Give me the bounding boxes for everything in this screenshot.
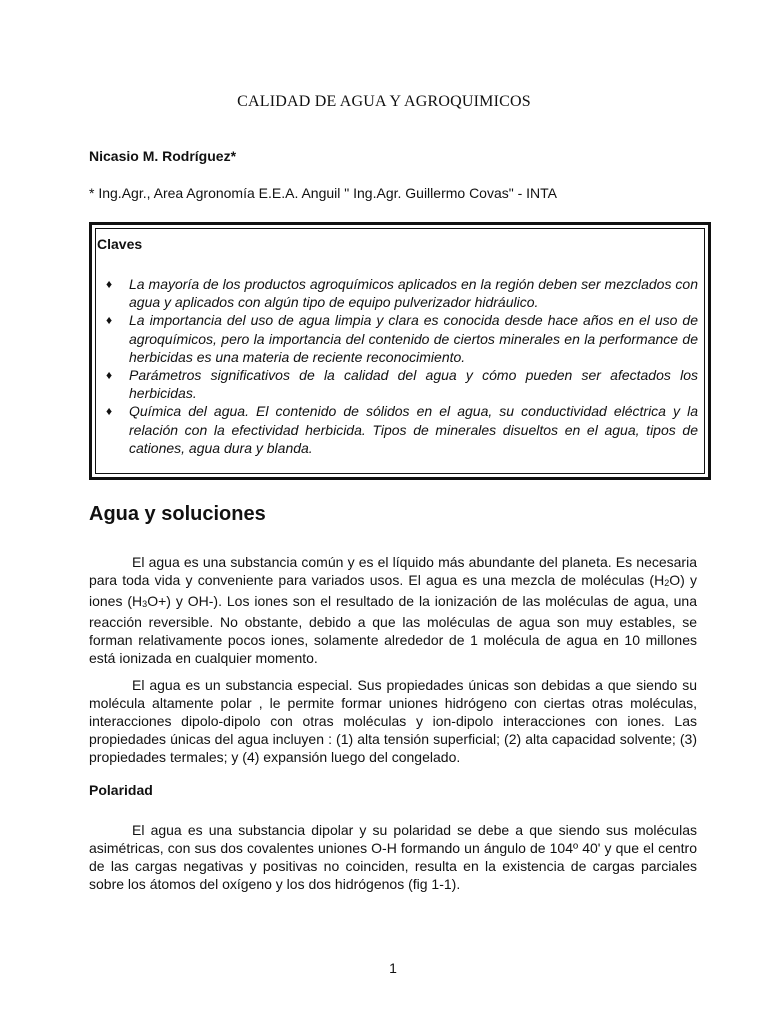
author-affiliation: * Ing.Agr., Area Agronomía E.E.A. Anguil " Ing.Agr. Guillermo Covas" - INTA bbox=[89, 185, 558, 201]
paragraph-polaridad: El agua es una substancia dipolar y su polaridad se debe a que siendo sus moléculas asimétricas, con sus dos covalentes uniones O-H formando un ángulo de 104º 40' y que el centro de las cargas negativas y positivas no coinciden, resulta en la existencia de cargas parciales sobre los átomos del oxígeno y los dos hidrógenos (fig 1-1). bbox=[89, 822, 697, 892]
subheading-polaridad: Polaridad bbox=[89, 782, 153, 798]
document-title: CALIDAD DE AGUA Y AGROQUIMICOS bbox=[237, 93, 531, 110]
page-number: 1 bbox=[389, 960, 397, 976]
claves-item-text: Química del agua. El contenido de sólidos en el agua, su conductividad eléctrica y la relación con la efectividad herbicida. Tipos de minerales disueltos en el agua, tipos de cationes, agua dura y blanda. bbox=[129, 403, 698, 456]
claves-item-text: Parámetros significativos de la calidad del agua y cómo pueden ser afectados los herbicidas. bbox=[129, 367, 698, 402]
paragraph-propiedades: El agua es un substancia especial. Sus propiedades únicas son debidas a que siendo su molécula altamente polar , le permite formar uniones hidrógeno con ciertas otras moléculas, interacciones dipolo-dipolo con otras moléculas y ion-dipolo interacciones con iones. Las propiedades únicas del agua incluyen : (1) alta tensión superficial; (2) alta capacidad solvente; (3) propiedades termales; y (4) expansión luego del congelado. bbox=[89, 677, 697, 765]
claves-item bbox=[106, 366, 698, 402]
paragraph-agua bbox=[89, 553, 697, 667]
paragraph-text: ) y iones ( bbox=[89, 572, 697, 609]
claves-item bbox=[106, 402, 698, 457]
claves-item bbox=[106, 275, 698, 311]
claves-box bbox=[89, 222, 711, 480]
diamond-bullet-icon: ♦ bbox=[106, 277, 113, 291]
paragraph-text: ) y OH-). Los iones son el resultado de la ionización de las moléculas de agua, una reacción reversible. No obstante, debido a que las moléculas de agua son muy estables, se forman relativamente pocos iones, solamente alrededor de 1 molécula de agua en 10 millones está ionizada en cualquier momento. bbox=[89, 593, 697, 666]
claves-title: Claves bbox=[97, 236, 143, 252]
author-name: Nicasio M. Rodríguez* bbox=[89, 148, 237, 164]
claves-item bbox=[106, 311, 698, 366]
formula-h3o: H3O+ bbox=[132, 593, 167, 609]
claves-list bbox=[106, 275, 698, 457]
paragraph-text: El agua es una substancia común y es el líquido más abundante del planeta. Es necesaria para toda vida y conveniente para variados usos. El agua es una mezcla de moléculas ( bbox=[89, 554, 697, 588]
diamond-bullet-icon: ♦ bbox=[106, 368, 113, 383]
section-heading: Agua y soluciones bbox=[89, 503, 266, 525]
claves-item-text: La importancia del uso de agua limpia y clara es conocida desde hace años en el uso de agroquímicos, pero la importancia del contenido de ciertos minerales en la performance de herbicidas es una materia de reciente reconocimiento. bbox=[129, 312, 698, 365]
claves-item-text: La mayoría de los productos agroquímicos aplicados en la región deben ser mezclados con agua y aplicados con algún tipo de equipo pulverizador hidráulico. bbox=[129, 276, 698, 311]
formula-h2o: H2O bbox=[654, 572, 681, 588]
diamond-bullet-icon: ♦ bbox=[106, 404, 113, 419]
diamond-bullet-icon: ♦ bbox=[106, 313, 113, 328]
